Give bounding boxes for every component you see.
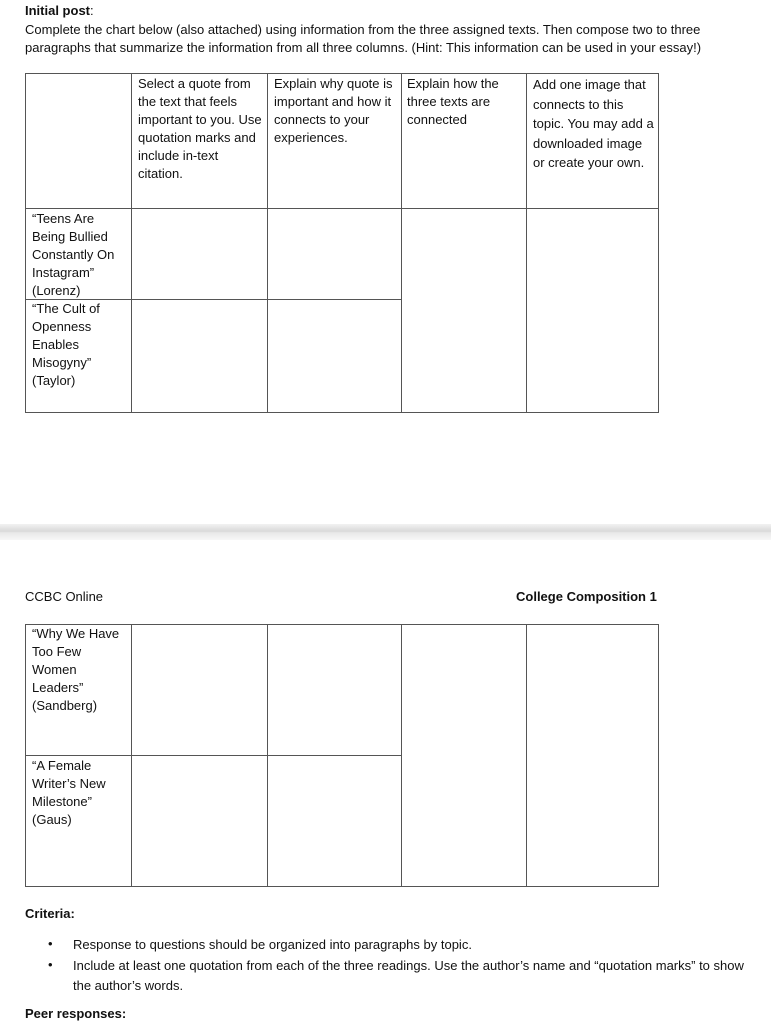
column-header-quote: Select a quote from the text that feels important to you. Use quotation marks and include in-text citation. (138, 76, 262, 181)
row-label-lorenz: “Teens Are Being Bullied Constantly On Instagram” (Lorenz) (32, 211, 115, 298)
table-cell-quote-taylor[interactable] (132, 300, 267, 412)
column-header-explain-quote: Explain why quote is important and how it connects to your experiences. (274, 76, 393, 145)
criteria-heading: Criteria: (25, 906, 75, 921)
instructions-text: Complete the chart below (also attached) using information from the three assigned texts. Then compose two to three paragraphs that summarize the information from all three columns. (Hint: This information can be used in your essay!) (25, 22, 702, 55)
table-cell-explain-taylor[interactable] (268, 300, 401, 412)
table-cell-connection-page-1[interactable] (402, 209, 526, 412)
criteria-item: Include at least one quotation from each of the three readings. Use the author’s name and “quotation marks” to show the author’s words. (73, 958, 744, 993)
column-header-connection: Explain how the three texts are connected (407, 76, 499, 127)
table-cell-quote-lorenz[interactable] (132, 209, 267, 299)
table-cell-quote-sandberg[interactable] (132, 625, 267, 755)
table-cell-image-page-2[interactable] (527, 625, 658, 886)
page-break (0, 524, 771, 540)
table-cell-explain-gaus[interactable] (268, 756, 401, 886)
table-cell-explain-sandberg[interactable] (268, 625, 401, 755)
criteria-item: Response to questions should be organized into paragraphs by topic. (73, 937, 472, 952)
table-cell-explain-lorenz[interactable] (268, 209, 401, 299)
course-provider: CCBC Online (25, 589, 104, 604)
row-label-gaus: “A Female Writer’s New Milestone” (Gaus) (32, 758, 106, 827)
peer-responses-heading: Peer responses: (25, 1006, 127, 1021)
course-name: College Composition 1 (516, 589, 657, 604)
bullet-icon: • (48, 936, 53, 951)
row-label-sandberg: “Why We Have Too Few Women Leaders” (Sandberg) (32, 626, 120, 713)
table-cell-image-page-1[interactable] (527, 209, 658, 412)
page-title: Initial post: (25, 3, 94, 18)
bullet-icon: • (48, 957, 53, 972)
table-cell-connection-page-2[interactable] (402, 625, 526, 886)
row-label-taylor: “The Cult of Openness Enables Misogyny” (Taylor) (32, 301, 100, 388)
table-cell-quote-gaus[interactable] (132, 756, 267, 886)
column-header-image: Add one image that connects to this topic. You may add a downloaded image or create your own. (533, 77, 654, 170)
